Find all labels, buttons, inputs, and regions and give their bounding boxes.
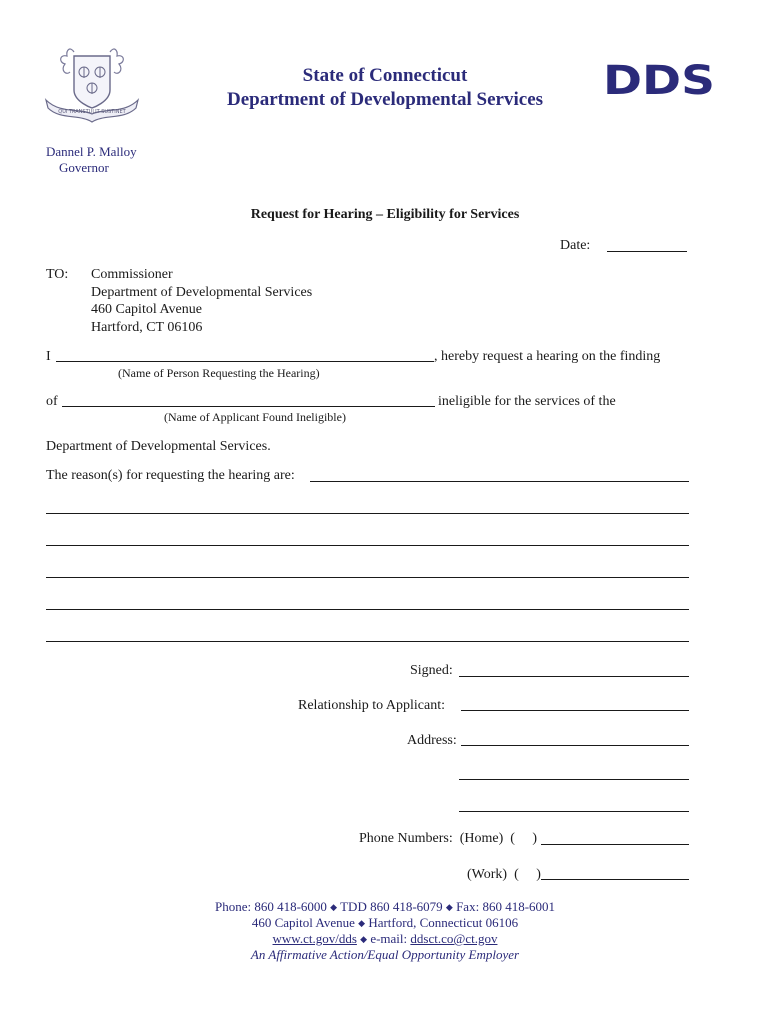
address-field-line2[interactable] xyxy=(459,779,689,780)
relationship-field[interactable] xyxy=(461,710,689,711)
header-title-department: Department of Developmental Services xyxy=(226,89,544,110)
diamond-icon: ◆ xyxy=(445,902,453,912)
reasons-line[interactable] xyxy=(46,545,689,546)
home-phone-label: Phone Numbers: (Home) ( ) xyxy=(359,831,538,846)
website-link[interactable]: www.ct.gov/dds xyxy=(272,931,357,946)
svg-text:DDS: DDS xyxy=(603,60,715,100)
requester-name-hint: (Name of Person Requesting the Hearing) xyxy=(118,366,320,380)
address-label: Address: xyxy=(407,733,457,748)
footer-tdd: TDD 860 418-6079 xyxy=(340,899,443,914)
address-field-line3[interactable] xyxy=(459,811,689,812)
reasons-line[interactable] xyxy=(46,641,689,642)
footer-street: 460 Capitol Avenue xyxy=(251,915,355,930)
i-label: I xyxy=(46,349,51,364)
reasons-line[interactable] xyxy=(46,577,689,578)
home-phone-field[interactable] xyxy=(541,844,689,845)
department-line: Department of Developmental Services. xyxy=(46,439,271,454)
date-label: Date: xyxy=(560,238,591,253)
address-line: Hartford, CT 06106 xyxy=(91,320,203,335)
reasons-line[interactable] xyxy=(46,609,689,610)
diamond-icon: ◆ xyxy=(330,902,338,912)
footer-phone: Phone: 860 418-6000 xyxy=(214,899,327,914)
signature-field[interactable] xyxy=(459,676,689,677)
address-field[interactable] xyxy=(461,745,689,746)
reasons-line[interactable] xyxy=(46,513,689,514)
relationship-label: Relationship to Applicant: xyxy=(298,698,445,713)
reasons-label: The reason(s) for requesting the hearing are: xyxy=(46,468,295,483)
diamond-icon: ◆ xyxy=(358,918,366,928)
signed-label: Signed: xyxy=(410,663,453,678)
address-line: Department of Developmental Services xyxy=(91,285,313,300)
applicant-name-field[interactable] xyxy=(62,406,435,407)
date-field[interactable] xyxy=(607,251,687,252)
seal-motto: QUI TRANSTULIT SUSTINET xyxy=(58,109,126,115)
email-link[interactable]: ddsct.co@ct.gov xyxy=(410,931,498,946)
ineligible-text: ineligible for the services of the xyxy=(438,394,616,409)
of-label: of xyxy=(46,394,58,409)
address-line: Commissioner xyxy=(91,267,173,282)
work-phone-field[interactable] xyxy=(541,879,689,880)
footer-city: Hartford, Connecticut 06106 xyxy=(368,915,519,930)
state-seal-logo xyxy=(40,42,144,126)
dds-logo xyxy=(603,60,717,100)
footer-tagline: An Affirmative Action/Equal Opportunity Employer xyxy=(250,947,520,962)
form-title: Request for Hearing – Eligibility for Services xyxy=(250,207,520,222)
email-label: e-mail: xyxy=(370,931,408,946)
applicant-name-hint: (Name of Applicant Found Ineligible) xyxy=(164,410,346,424)
header-title-state: State of Connecticut xyxy=(302,65,468,86)
governor-title: Governor xyxy=(59,160,109,175)
request-text: , hereby request a hearing on the finding xyxy=(434,349,661,364)
reasons-field[interactable] xyxy=(310,481,689,482)
address-line: 460 Capitol Avenue xyxy=(91,302,202,317)
work-phone-label: (Work) ( ) xyxy=(467,867,541,882)
governor-name: Dannel P. Malloy xyxy=(46,144,137,159)
requester-name-field[interactable] xyxy=(56,361,434,362)
to-label: TO: xyxy=(46,267,69,282)
footer-fax: Fax: 860 418-6001 xyxy=(456,899,556,914)
diamond-icon: ◆ xyxy=(360,934,368,944)
